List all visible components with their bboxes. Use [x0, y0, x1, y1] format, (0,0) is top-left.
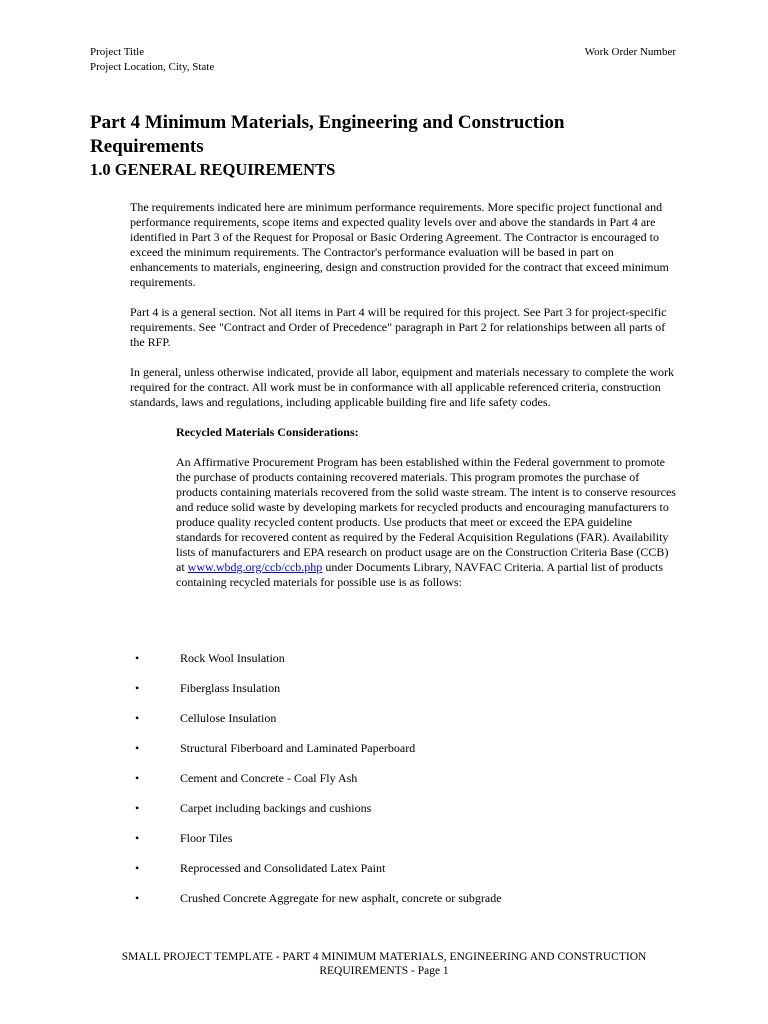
list-item-text: Floor Tiles	[180, 831, 233, 845]
list-item	[130, 741, 690, 771]
header-left	[90, 45, 214, 75]
list-item-text: Rock Wool Insulation	[180, 651, 285, 665]
bullet-icon: •	[135, 801, 140, 815]
list-item	[130, 771, 690, 801]
footer-line-2: REQUIREMENTS - Page 1	[319, 965, 449, 977]
list-item-text: Fiberglass Insulation	[180, 681, 281, 695]
bullet-icon: •	[135, 711, 140, 725]
recycled-materials-paragraph	[176, 455, 676, 590]
paragraph: In general, unless otherwise indicated, provide all labor, equipment and materials necessary to complete the work required for the contract. All work must be in conformance with all applicable referenced criteria, construction standards, laws and regulations, including applicable building fire and life safety codes.	[130, 365, 675, 409]
list-item-text: Cement and Concrete - Coal Fly Ash	[180, 771, 358, 785]
recycled-text-before-link: An Affirmative Procurement Program has been established within the Federal government to promote the purchase of products containing recovered materials. This program promotes the purchase of products containing materials recovered from the solid waste stream. The intent is to conserve resources and reduce solid waste by developing markets for recycled products and encouraging manufacturers to produce quality recycled content products. Use products that meet or exceed the EPA guideline standards for recovered content as required by the Federal Acquisition Regulations (FAR). Availability lists of manufacturers and EPA research on product usage are on the Construction Criteria Base (CCB) at	[176, 455, 676, 574]
list-item-text: Crushed Concrete Aggregate for new asphalt, concrete or subgrade	[180, 891, 502, 905]
list-item-text: Reprocessed and Consolidated Latex Paint	[180, 861, 386, 875]
list-item	[130, 651, 690, 681]
bullet-icon: •	[135, 681, 140, 695]
ccb-link[interactable]: www.wbdg.org/ccb/ccb.php	[187, 560, 323, 574]
bullet-icon: •	[135, 741, 140, 755]
document-body	[130, 200, 678, 605]
recycled-materials-section	[176, 425, 676, 590]
recycled-products-list	[130, 651, 690, 921]
bullet-icon: •	[135, 861, 140, 875]
list-item-text: Cellulose Insulation	[180, 711, 277, 725]
bullet-icon: •	[135, 831, 140, 845]
work-order-number: Work Order Number	[584, 46, 676, 58]
paragraph: The requirements indicated here are minimum performance requirements. More specific project functional and performance requirements, scope items and expected quality levels over and above the standards in Part 4 are identified in Part 3 of the Request for Proposal or Basic Ordering Agreement. The Contractor is encouraged to exceed the minimum requirements. The Contractor's performance evaluation will be based in part on enhancements to materials, engineering, design and construction provided for the contract that exceed minimum requirements.	[130, 200, 669, 289]
header-right	[585, 45, 676, 60]
project-location: Project Location, City, State	[90, 61, 215, 73]
recycled-text-after-link: under Documents Library, NAVFAC Criteria. A partial list of products containing recycled materials for possible use is as follows:	[176, 560, 664, 589]
list-item	[130, 711, 690, 741]
footer-line-1: SMALL PROJECT TEMPLATE - PART 4 MINIMUM MATERIALS, ENGINEERING AND CONSTRUCTION	[121, 951, 647, 963]
recycled-materials-heading: Recycled Materials Considerations:	[176, 425, 359, 439]
list-item	[130, 801, 690, 831]
list-item-text: Carpet including backings and cushions	[180, 801, 372, 815]
bullet-icon: •	[135, 771, 140, 785]
list-item-text: Structural Fiberboard and Laminated Paperboard	[180, 741, 416, 755]
list-item	[130, 831, 690, 861]
paragraph: Part 4 is a general section. Not all items in Part 4 will be required for this project. See Part 3 for project-specific requirements. See "Contract and Order of Precedence" paragraph in Part 2 for relationships between all parts of the RFP.	[130, 305, 667, 349]
project-title: Project Title	[90, 46, 145, 58]
bullet-icon: •	[135, 651, 140, 665]
page-footer	[100, 950, 668, 978]
bullet-icon: •	[135, 891, 140, 905]
list-item	[130, 681, 690, 711]
list-item	[130, 891, 690, 921]
page-title: Part 4 Minimum Materials, Engineering and Construction Requirements	[90, 112, 565, 157]
list-item	[130, 861, 690, 891]
section-heading: 1.0 GENERAL REQUIREMENTS	[90, 160, 336, 179]
